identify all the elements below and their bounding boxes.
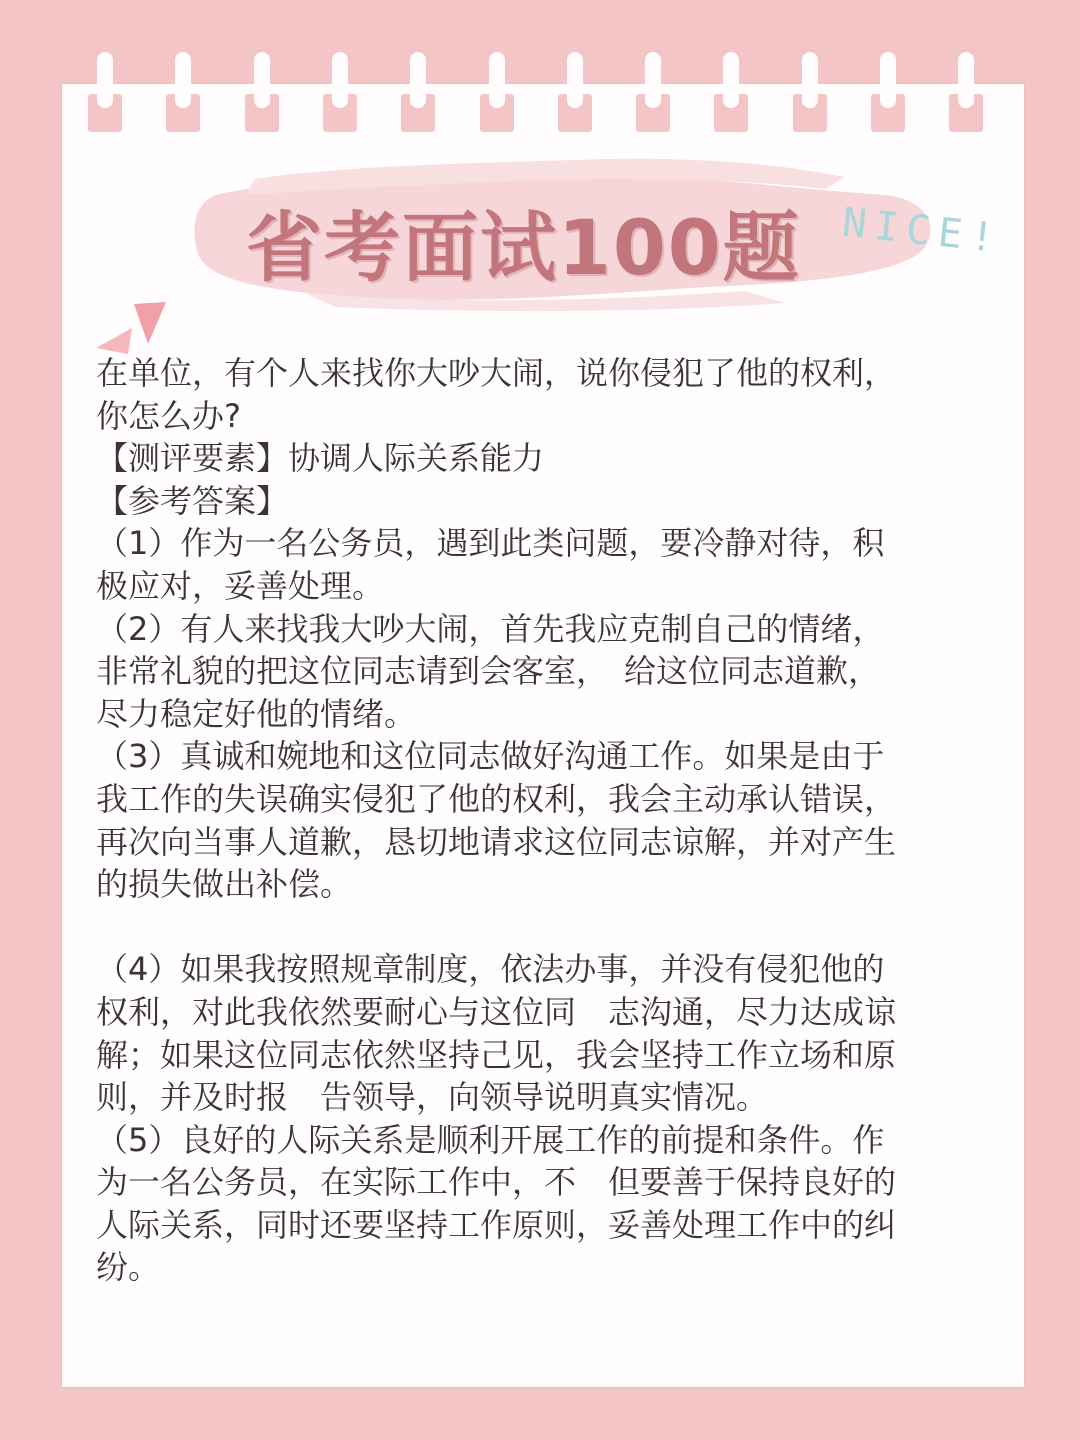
spiral-ring-icon (88, 52, 122, 132)
spiral-ring-icon (480, 52, 514, 132)
spiral-ring-icon (166, 52, 200, 132)
answer-point-3 (96, 735, 996, 905)
spiral-ring-icon (871, 52, 905, 132)
article-body (96, 352, 996, 1289)
spiral-ring-icon (793, 52, 827, 132)
answer-point-2 (96, 608, 996, 736)
page-title: 省考面试100题 (246, 203, 801, 292)
spiral-ring-icon (558, 52, 592, 132)
answer-line: 人际关系，同时还要坚持工作原则，妥善处理工作中的纠 (96, 1205, 897, 1244)
answer-point-4 (96, 948, 996, 1118)
spiral-ring-icon (636, 52, 670, 132)
answer-line: （2）有人来找我大吵大闹，首先我应克制自己的情绪， (96, 609, 885, 648)
evaluation-factor: 【测评要素】协调人际关系能力 (96, 439, 545, 478)
answer-line: 纷。 (96, 1248, 161, 1287)
question (96, 352, 996, 437)
question-line: 你怎么办? (96, 396, 241, 435)
answer-line: （3）真诚和婉地和这位同志做好沟通工作。如果是由于 (96, 737, 885, 776)
answer-line: （4）如果我按照规章制度，依法办事，并没有侵犯他的 (96, 950, 885, 989)
triangle-accent-icon (92, 298, 172, 358)
spiral-ring-icon (323, 52, 357, 132)
nice-sticker-text: NICE! (840, 199, 1005, 263)
answer-line: （5）良好的人际关系是顺利开展工作的前提和条件。作 (96, 1120, 885, 1159)
spiral-ring-icon (949, 52, 983, 132)
answer-line: 解；如果这位同志依然坚持己见，我会坚持工作立场和原 (96, 1035, 897, 1074)
spiral-ring-icon (401, 52, 435, 132)
answer-point-5 (96, 1119, 996, 1289)
spiral-ring-icon (245, 52, 279, 132)
answer-line: 非常礼貌的把这位同志请到会客室， 给这位同志道歉， (96, 652, 881, 691)
question-line: 在单位，有个人来找你大吵大闹，说你侵犯了他的权利， (96, 354, 897, 392)
answer-line: 为一名公务员，在实际工作中，不 但要善于保持良好的 (96, 1163, 897, 1202)
paragraph-gap (96, 906, 996, 949)
answer-heading: 【参考答案】 (96, 481, 289, 520)
spiral-ring-icon (714, 52, 748, 132)
answer-line: 则，并及时报 告领导，向领导说明真实情况。 (96, 1078, 769, 1117)
answer-line: 尽力稳定好他的情绪。 (96, 694, 417, 733)
answer-line: （1）作为一名公务员，遇到此类问题，要冷静对待，积 (96, 524, 885, 563)
answer-line: 再次向当事人道歉，恳切地请求这位同志谅解，并对产生 (96, 822, 897, 861)
answer-line: 我工作的失误确实侵犯了他的权利，我会主动承认错误， (96, 779, 897, 818)
answer-line: 的损失做出补偿。 (96, 865, 353, 904)
answer-line: 极应对，妥善处理。 (96, 566, 385, 605)
spiral-binding (0, 0, 1080, 140)
answer-line: 权利，对此我依然要耐心与这位同 志沟通，尽力达成谅 (96, 992, 897, 1031)
answer-point-1 (96, 522, 996, 607)
